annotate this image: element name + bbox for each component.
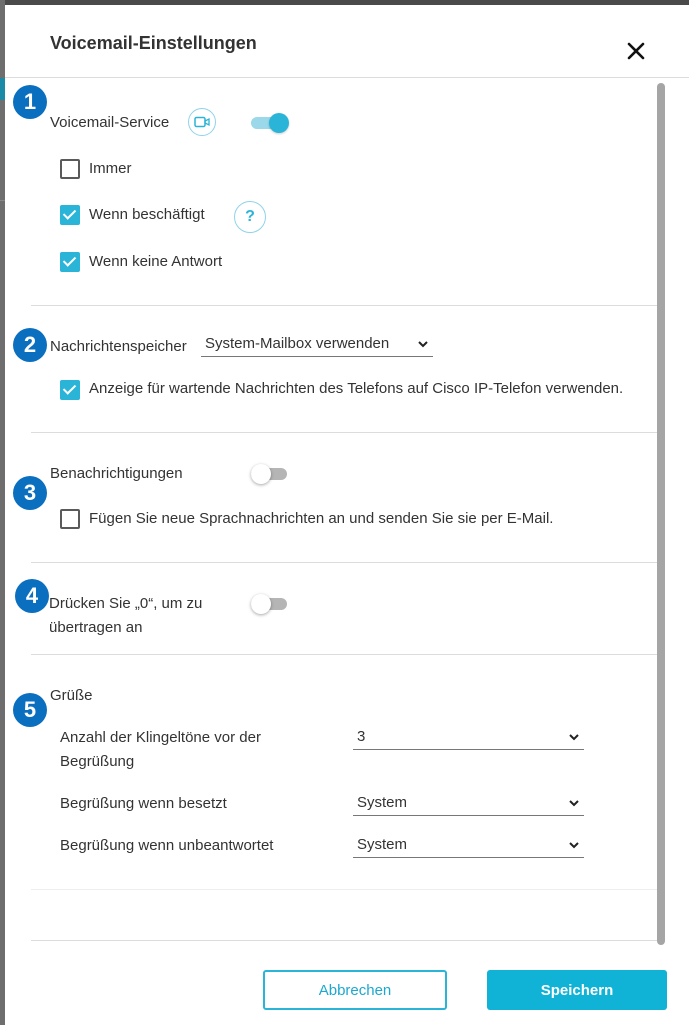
toggle-knob (251, 464, 271, 484)
notifications-toggle[interactable] (251, 462, 289, 484)
section-number-3: 3 (13, 476, 47, 510)
close-button[interactable] (622, 37, 650, 65)
unanswered-greeting-select[interactable] (353, 834, 584, 858)
greetings-label: Grüße (50, 687, 93, 704)
checkbox-wenn-beschaeftigt[interactable] (60, 205, 80, 225)
toggle-knob (269, 113, 289, 133)
checkbox-message-indicator[interactable] (60, 380, 80, 400)
checkbox-immer[interactable] (60, 159, 80, 179)
video-icon (188, 108, 216, 136)
unanswered-greeting-value: System (357, 836, 408, 853)
voicemail-service-label: Voicemail-Service (50, 114, 170, 131)
press-zero-label-line2: übertragen an (49, 619, 143, 636)
section-number-4: 4 (15, 579, 49, 613)
option-wenn-beschaeftigt-label: Wenn beschäftigt (89, 206, 205, 223)
busy-greeting-select[interactable] (353, 792, 584, 816)
notifications-label: Benachrichtigungen (50, 465, 183, 482)
message-storage-select[interactable] (201, 333, 433, 357)
section-divider-5 (31, 889, 659, 890)
ring-count-select[interactable] (353, 726, 584, 750)
ring-count-label-line2: Begrüßung (60, 753, 135, 770)
press-zero-toggle[interactable] (251, 592, 289, 614)
email-attach-label: Fügen Sie neue Sprachnachrichten an und senden Sie sie per E-Mail. (89, 510, 554, 527)
chevron-down-icon (568, 731, 580, 743)
option-wenn-keine-antwort-label: Wenn keine Antwort (89, 253, 223, 270)
checkbox-wenn-keine-antwort[interactable] (60, 252, 80, 272)
press-zero-label-line1: Drücken Sie „0“, um zu (49, 595, 203, 612)
option-immer-label: Immer (89, 160, 132, 177)
section-divider-4 (31, 654, 659, 655)
checkbox-email-attach[interactable] (60, 509, 80, 529)
ring-count-label-line1: Anzahl der Klingeltöne vor der (60, 729, 261, 746)
section-divider-1 (31, 305, 659, 306)
toggle-knob (251, 594, 271, 614)
dialog-title: Voicemail-Einstellungen (50, 33, 257, 53)
section-number-5: 5 (13, 693, 47, 727)
chevron-down-icon (568, 839, 580, 851)
scrollbar-thumb[interactable] (657, 83, 665, 945)
voicemail-service-toggle[interactable] (251, 111, 289, 133)
busy-greeting-value: System (357, 794, 408, 811)
header-divider (5, 77, 689, 78)
message-storage-value: System-Mailbox verwenden (205, 335, 390, 352)
chevron-down-icon (568, 797, 580, 809)
section-number-2: 2 (13, 328, 47, 362)
voicemail-settings-dialog (5, 5, 689, 1025)
footer-divider (31, 940, 659, 941)
message-indicator-label: Anzeige für wartende Nachrichten des Telefons auf Cisco IP-Telefon verwenden. (89, 380, 624, 397)
ring-count-value: 3 (357, 728, 366, 745)
busy-greeting-label: Begrüßung wenn besetzt (60, 795, 227, 812)
close-icon (622, 37, 650, 65)
section-divider-2 (31, 432, 659, 433)
section-divider-3 (31, 562, 659, 563)
message-storage-label: Nachrichtenspeicher (50, 338, 187, 355)
cancel-button[interactable]: Abbrechen (263, 970, 447, 1010)
unanswered-greeting-label: Begrüßung wenn unbeantwortet (60, 837, 274, 854)
chevron-down-icon (417, 338, 429, 350)
help-icon[interactable]: ? (234, 201, 266, 233)
save-button[interactable]: Speichern (487, 970, 667, 1010)
section-number-1: 1 (13, 85, 47, 119)
